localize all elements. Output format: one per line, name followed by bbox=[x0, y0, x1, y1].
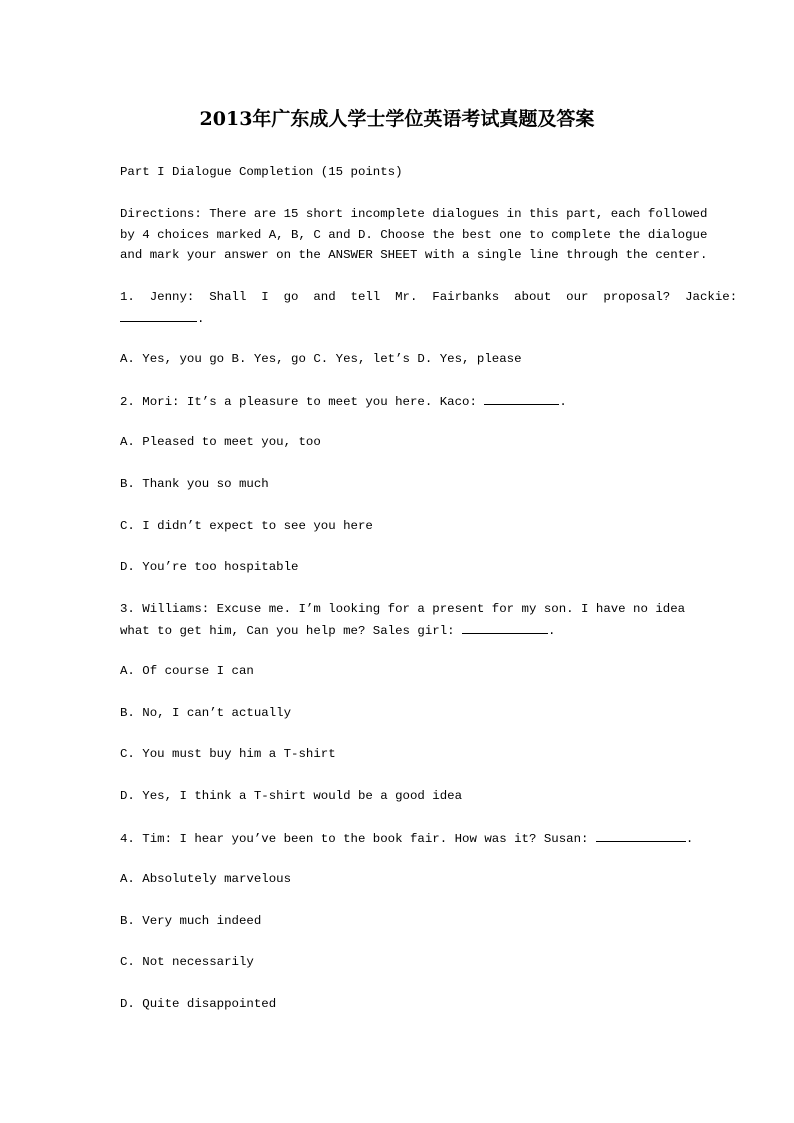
question-3-option-c: C. You must buy him a T-shirt bbox=[120, 747, 336, 761]
question-1-prompt-line-1: 1. Jenny: Shall I go and tell Mr. Fairbanks about our proposal? Jackie: bbox=[120, 290, 738, 304]
question-4-prompt-end: . bbox=[685, 832, 694, 846]
question-4-prompt-text: 4. Tim: I hear you’ve been to the book fair. How was it? Susan: bbox=[120, 832, 596, 846]
question-2-option-c: C. I didn’t expect to see you here bbox=[120, 519, 373, 533]
answer-blank bbox=[120, 310, 197, 322]
question-4-option-d: D. Quite disappointed bbox=[120, 997, 277, 1011]
question-2-prompt bbox=[120, 393, 567, 410]
question-3-option-b: B. No, I can’t actually bbox=[120, 706, 292, 720]
answer-blank bbox=[462, 622, 548, 634]
question-1-options: A. Yes, you go B. Yes, go C. Yes, let’s D. Yes, please bbox=[120, 352, 522, 366]
question-2-option-a: A. Pleased to meet you, too bbox=[120, 435, 321, 449]
page-title: 2013年广东成人学士学位英语考试真题及答案 bbox=[199, 108, 595, 130]
directions-line-3: and mark your answer on the ANSWER SHEET with a single line through the center. bbox=[120, 248, 708, 262]
question-4-option-a: A. Absolutely marvelous bbox=[120, 872, 292, 886]
directions-line-1: Directions: There are 15 short incomplete dialogues in this part, each followed bbox=[120, 207, 708, 221]
question-3-prompt-text: what to get him, Can you help me? Sales girl: bbox=[120, 624, 463, 638]
question-4-option-b: B. Very much indeed bbox=[120, 914, 262, 928]
directions-line-2: by 4 choices marked A, B, C and D. Choose the best one to complete the dialogue bbox=[120, 228, 708, 242]
question-2-prompt-text: 2. Mori: It’s a pleasure to meet you here. Kaco: bbox=[120, 395, 485, 409]
question-3-option-a: A. Of course I can bbox=[120, 664, 254, 678]
question-4-option-c: C. Not necessarily bbox=[120, 955, 254, 969]
part-heading: Part I Dialogue Completion (15 points) bbox=[120, 165, 403, 179]
question-2-option-b: B. Thank you so much bbox=[120, 477, 269, 491]
question-1-prompt-end: . bbox=[197, 312, 205, 326]
question-3-prompt-end: . bbox=[548, 624, 556, 638]
question-4-prompt bbox=[120, 830, 693, 847]
question-3-option-d: D. Yes, I think a T-shirt would be a good idea bbox=[120, 789, 463, 803]
answer-blank bbox=[596, 830, 686, 842]
answer-blank bbox=[484, 393, 559, 405]
question-1-prompt-line-2 bbox=[120, 310, 204, 327]
question-3-prompt-line-2 bbox=[120, 622, 555, 639]
question-2-option-d: D. You’re too hospitable bbox=[120, 560, 299, 574]
question-3-prompt-line-1: 3. Williams: Excuse me. I’m looking for a present for my son. I have no idea bbox=[120, 602, 686, 616]
question-2-prompt-end: . bbox=[559, 395, 567, 409]
